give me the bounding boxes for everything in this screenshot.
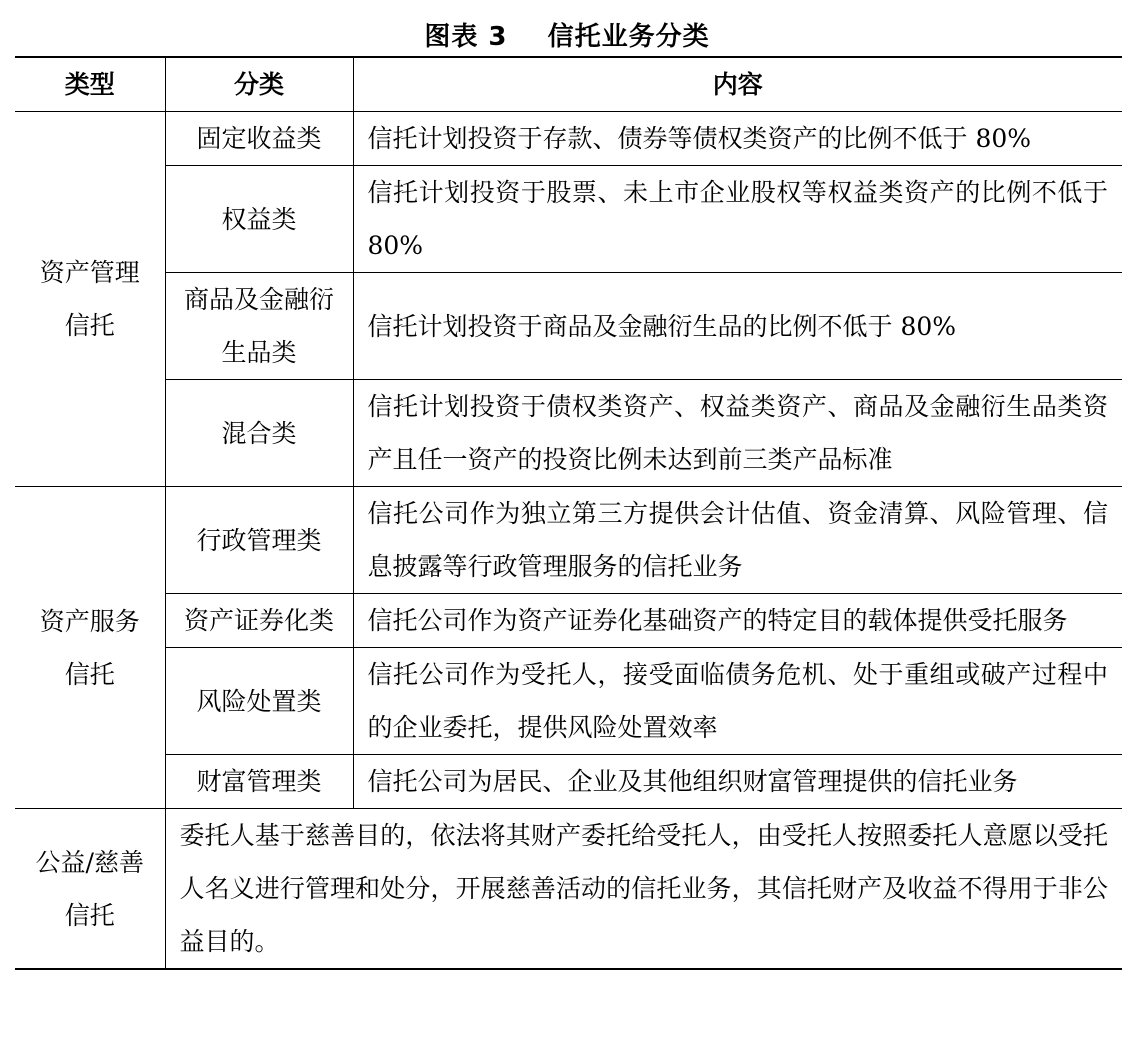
header-category: 分类 [165, 57, 353, 112]
content-cell: 信托公司为居民、企业及其他组织财富管理提供的信托业务 [353, 755, 1122, 809]
header-content: 内容 [353, 57, 1122, 112]
type-charity-trust: 公益/慈善信托 [15, 809, 165, 970]
table-row [15, 380, 1122, 487]
content-cell: 信托公司作为受托人，接受面临债务危机、处于重组或破产过程中的企业委托，提供风险处置效率 [353, 648, 1122, 755]
category-cell: 混合类 [165, 380, 353, 487]
table-row [15, 755, 1122, 809]
content-cell: 信托计划投资于债权类资产、权益类资产、商品及金融衍生品类资产且任一资产的投资比例未达到前三类产品标准 [353, 380, 1122, 487]
category-cell: 行政管理类 [165, 487, 353, 594]
table-row [15, 648, 1122, 755]
category-cell: 商品及金融衍生品类 [165, 273, 353, 380]
content-cell: 信托公司作为资产证券化基础资产的特定目的载体提供受托服务 [353, 594, 1122, 648]
table-row [15, 594, 1122, 648]
charity-content-cell: 委托人基于慈善目的，依法将其财产委托给受托人，由受托人按照委托人意愿以受托人名义进行管理和处分，开展慈善活动的信托业务，其信托财产及收益不得用于非公益目的。 [165, 809, 1122, 970]
table-caption: 图表 3 信托业务分类 [424, 22, 710, 52]
category-cell: 风险处置类 [165, 648, 353, 755]
type-asset-management-trust: 资产管理信托 [15, 112, 165, 487]
table-row [15, 273, 1122, 380]
table-row [15, 166, 1122, 273]
content-cell: 信托计划投资于商品及金融衍生品的比例不低于 80% [353, 273, 1122, 380]
header-row [15, 57, 1122, 112]
header-type: 类型 [15, 57, 165, 112]
content-cell: 信托计划投资于股票、未上市企业股权等权益类资产的比例不低于 80% [353, 166, 1122, 273]
content-cell: 信托计划投资于存款、债券等债权类资产的比例不低于 80% [353, 112, 1122, 166]
category-cell: 固定收益类 [165, 112, 353, 166]
category-cell: 财富管理类 [165, 755, 353, 809]
trust-business-classification-table [15, 56, 1122, 970]
table-row [15, 487, 1122, 594]
table-row [15, 809, 1122, 970]
type-asset-service-trust: 资产服务信托 [15, 487, 165, 809]
category-cell: 权益类 [165, 166, 353, 273]
content-cell: 信托公司作为独立第三方提供会计估值、资金清算、风险管理、信息披露等行政管理服务的信托业务 [353, 487, 1122, 594]
table-row [15, 112, 1122, 166]
category-cell: 资产证券化类 [165, 594, 353, 648]
